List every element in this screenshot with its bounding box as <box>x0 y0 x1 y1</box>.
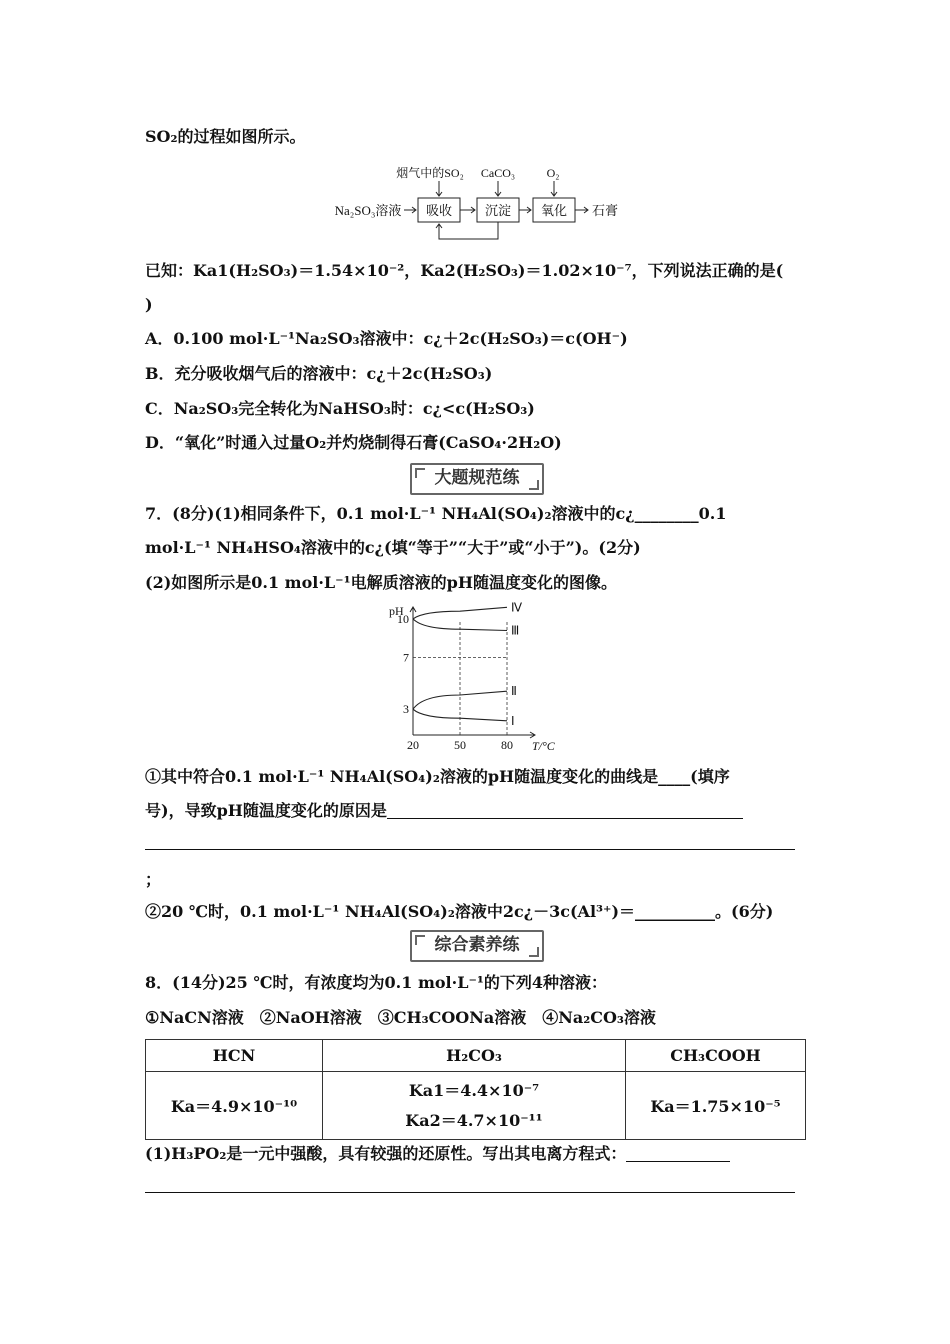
ka-table-value-row <box>146 1072 806 1140</box>
q6-sep: ， <box>404 261 421 280</box>
q8-sub1-answer-blank[interactable] <box>626 1145 730 1162</box>
q7-answer-rule[interactable] <box>145 849 795 850</box>
curve-1 <box>413 607 507 619</box>
ka-table-header-row <box>146 1040 806 1072</box>
x-tick-label-80: 80 <box>501 738 513 752</box>
q6-option-b: B．充分吸收烟气后的溶液中：c¿＋2c(H₂SO₃) <box>145 364 493 383</box>
q7-line1: 7．(8分)(1)相同条件下，0.1 mol·L⁻¹ NH₄Al(SO₄)₂溶液中的c¿________0.1 <box>145 504 727 523</box>
flow-product: 石膏 <box>591 203 619 218</box>
q7-sub2: ②20 ℃时，0.1 mol·L⁻¹ NH₄Al(SO₄)₂溶液中2c¿－3c(Al³⁺)＝__________。(6分) <box>145 902 774 921</box>
flow-input-caco3: CaCO₃ <box>480 166 516 180</box>
y-tick-label-10: 10 <box>397 611 409 626</box>
q6-known-prefix: 已知： <box>145 261 194 280</box>
q6-stem-end: ，下列说法正确的是( <box>631 261 784 280</box>
q7-sub1-line2-text: 号)，导致pH随温度变化的原因是 <box>145 801 387 820</box>
ka-table <box>145 1039 806 1140</box>
q8-sub1-text: (1)H₃PO₂是一元中强酸，具有较强的还原性。写出其电离方程式： <box>145 1144 627 1163</box>
y-tick-label-3: 3 <box>403 702 409 717</box>
flow-box-oxidize-label: 氧化 <box>540 203 568 218</box>
ka-value-h2co3-ka1: Ka1＝4.4×10⁻⁷ <box>408 1080 540 1100</box>
ph-temperature-chart <box>385 600 575 755</box>
q7-line3: (2)如图所示是0.1 mol·L⁻¹电解质溶液的pH随温度变化的图像。 <box>145 573 617 592</box>
ka-header-h2co3: H₂CO₃ <box>323 1040 626 1072</box>
q7-semicolon: ； <box>145 870 162 889</box>
ka-value-h2co3 <box>323 1072 626 1140</box>
q6-option-c: C．Na₂SO₃完全转化为NaHSO₃时：c¿<c(H₂SO₃) <box>145 399 535 418</box>
intro-line: SO₂的过程如图所示。 <box>145 127 306 146</box>
ka-header-hcn: HCN <box>146 1040 323 1072</box>
flow-input-so2: 烟气中的SO₂ <box>396 166 464 180</box>
q6-close-paren: ) <box>145 295 153 314</box>
q7-line2: mol·L⁻¹ NH₄HSO₄溶液中的c¿(填“等于”“大于”或“小于”)。(2分) <box>145 538 641 557</box>
curve-label-4: Ⅰ <box>511 713 515 728</box>
x-axis-label: T/°C <box>532 739 555 753</box>
x-tick-label-50: 50 <box>454 738 466 752</box>
y-tick-label-7: 7 <box>403 650 409 665</box>
curve-label-1: Ⅳ <box>511 600 523 615</box>
ka-header-ch3cooh: CH₃COOH <box>626 1040 806 1072</box>
section-banner-major: 大题规范练 <box>410 463 544 495</box>
ka-value-h2co3-ka2: Ka2＝4.7×10⁻¹¹ <box>405 1110 543 1130</box>
section-banner-comprehensive: 综合素养练 <box>410 930 544 962</box>
q7-sub1-line1: ①其中符合0.1 mol·L⁻¹ NH₄Al(SO₄)₂溶液的pH随温度变化的曲线是____(填序 <box>145 767 730 786</box>
y-axis-label: pH <box>389 604 404 618</box>
q6-option-d: D．“氧化”时通入过量O₂并灼烧制得石膏(CaSO₄·2H₂O) <box>145 433 562 452</box>
q8-line2: ①NaCN溶液 ②NaOH溶液 ③CH₃COONa溶液 ④Na₂CO₃溶液 <box>145 1008 656 1027</box>
ka-value-ch3cooh: Ka＝1.75×10⁻⁵ <box>626 1072 806 1140</box>
q8-line1: 8．(14分)25 ℃时，有浓度均为0.1 mol·L⁻¹的下列4种溶液： <box>145 973 608 992</box>
q8-sub1 <box>145 1143 730 1165</box>
q6-ka1: Ka1(H₂SO₃)＝1.54×10⁻² <box>193 261 405 280</box>
q6-ka2: Ka2(H₂SO₃)＝1.02×10⁻⁷ <box>420 261 632 280</box>
ka-value-hcn: Ka＝4.9×10⁻¹⁰ <box>146 1072 323 1140</box>
q6-stem <box>145 260 783 282</box>
flow-source: Na₂SO₃溶液 <box>334 203 402 218</box>
flow-box-precipitate-label: 沉淀 <box>484 203 512 218</box>
x-tick-label-20: 20 <box>407 738 419 752</box>
curve-label-2: Ⅲ <box>511 623 520 638</box>
q7-sub1-line2 <box>145 800 743 822</box>
q8-answer-rule[interactable] <box>145 1192 795 1193</box>
process-flow-diagram <box>330 160 630 245</box>
q7-sub1-answer-blank[interactable] <box>387 802 743 819</box>
q6-option-a: A．0.100 mol·L⁻¹Na₂SO₃溶液中：c¿＋2c(H₂SO₃)＝c(OH⁻) <box>145 329 628 348</box>
flow-box-absorb-label: 吸收 <box>425 203 453 218</box>
curve-label-3: Ⅱ <box>511 684 517 699</box>
flow-input-o2: O₂ <box>546 166 560 180</box>
